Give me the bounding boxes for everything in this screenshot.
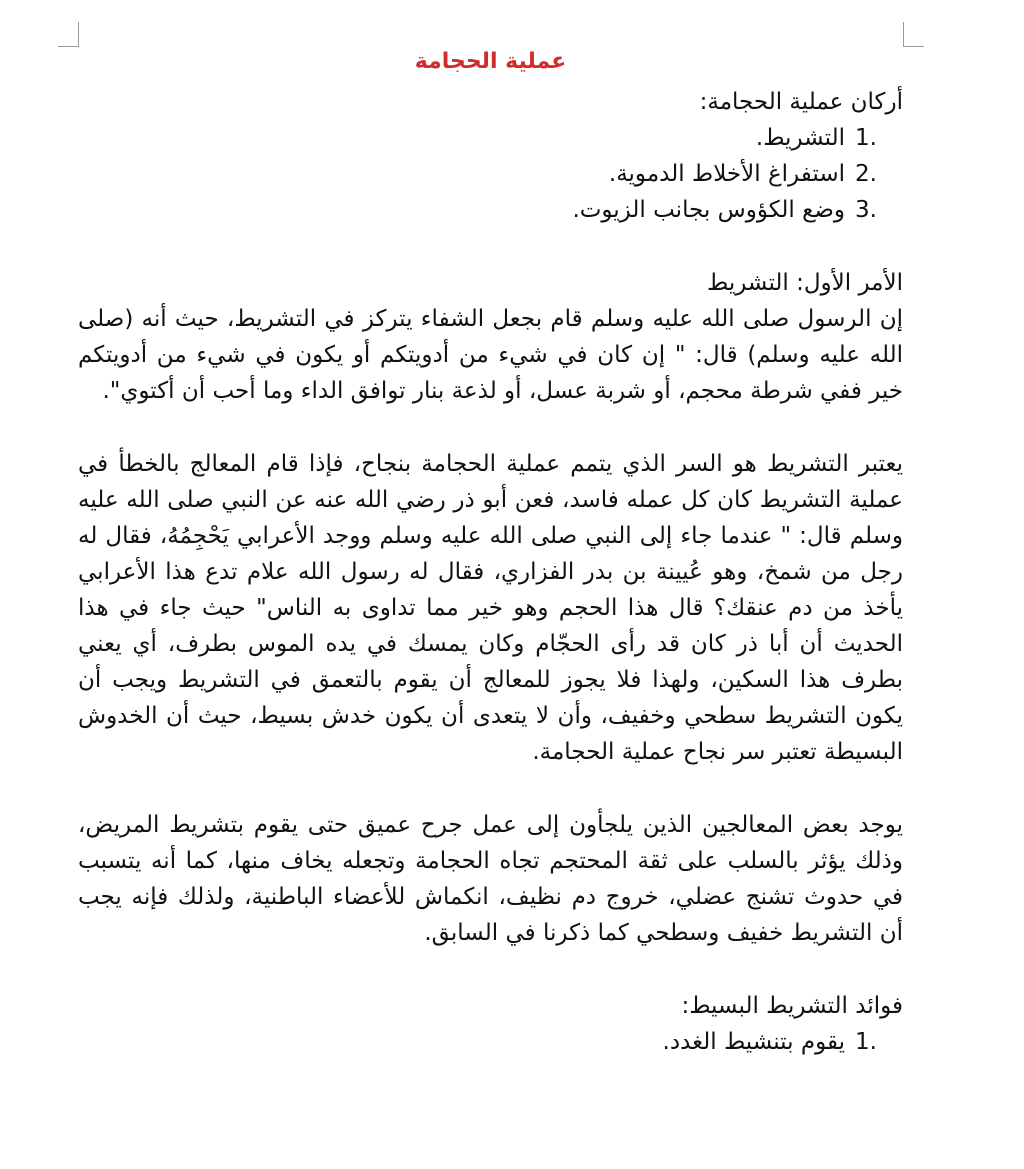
list-item (78, 156, 877, 192)
paragraph-spacer (78, 409, 903, 446)
paragraph-spacer (78, 951, 903, 988)
first-matter-heading: الأمر الأول: التشريط (707, 270, 903, 296)
paragraph-spacer (78, 228, 903, 265)
benefits-heading: فوائد التشريط البسيط: (681, 993, 903, 1019)
document-page (78, 40, 903, 1060)
list-item (78, 120, 877, 156)
list-number: 1. (855, 125, 877, 151)
list-text: وضع الكؤوس بجانب الزيوت. (572, 197, 845, 223)
list-item (78, 192, 877, 228)
crop-mark-top-left (58, 22, 79, 47)
first-matter-paragraph: إن الرسول صلى الله عليه وسلم قام بجعل الشفاء يتركز في التشريط، حيث أنه (صلى الله عليه وسلم) قال: " إن كان في شيء من أدويتكم أو يكون في شيء من أدويتكم خير ففي شرطة محجم، أو شربة عسل، أو لذعة بنار توافق الداء وما أحب أن أكتوي". (78, 306, 903, 404)
crop-mark-top-right (903, 22, 924, 47)
list-number: 1. (855, 1029, 877, 1055)
list-text: استفراغ الأخلاط الدموية. (608, 161, 845, 187)
body-paragraph-2: يعتبر التشريط هو السر الذي يتمم عملية الحجامة بنجاح، فإذا قام المعالج بالخطأ في عملية التشريط كان كل عمله فاسد، فعن أبو ذر رضي الله عنه عن النبي صلى الله عليه وسلم قال: " عندما جاء إلى النبي صلى الله عليه وسلم ووجد الأعرابي يَحْجِمُهُ، فقال له رجل من شمخ، وهو عُيينة بن بدر الفزاري، فقال له رسول الله علام تدع هذا الأعرابي يأخذ من دم عنقك؟ قال هذا الحجم وهو خير مما تداوى به الناس" حيث جاء في هذا الحديث أن أبا ذر كان قد رأى الحجّام وكان يمسك في يده الموس بطرف، أي يعني بطرف هذا السكين، ولهذا فلا يجوز للمعالج أن يقوم بالتعمق في التشريط ويجب أن يكون التشريط سطحي وخفيف، وأن لا يتعدى أن يكون خدش بسيط، حيث أن الخدوش البسيطة تعتبر سر نجاح عملية الحجامة. (78, 451, 903, 765)
document-title: عملية الحجامة (414, 49, 567, 74)
list-text: التشريط. (755, 125, 845, 151)
pillars-list (78, 120, 903, 228)
list-number: 2. (855, 161, 877, 187)
paragraph-spacer (78, 770, 903, 807)
body-paragraph-3: يوجد بعض المعالجين الذين يلجأون إلى عمل جرح عميق حتى يقوم بتشريط المريض، وذلك يؤثر بالسلب على ثقة المحتجم تجاه الحجامة وتجعله يخاف منها، كما أنه يتسبب في حدوث تشنج عضلي، خروج دم نظيف، انكماش للأعضاء الباطنية، ولذلك فإنه يجب أن التشريط خفيف وسطحي كما ذكرنا في السابق. (78, 812, 903, 946)
list-number: 3. (855, 197, 877, 223)
pillars-heading: أركان عملية الحجامة: (699, 89, 903, 115)
benefits-list (78, 1024, 903, 1060)
list-item (78, 1024, 877, 1060)
list-text: يقوم بتنشيط الغدد. (662, 1029, 845, 1055)
